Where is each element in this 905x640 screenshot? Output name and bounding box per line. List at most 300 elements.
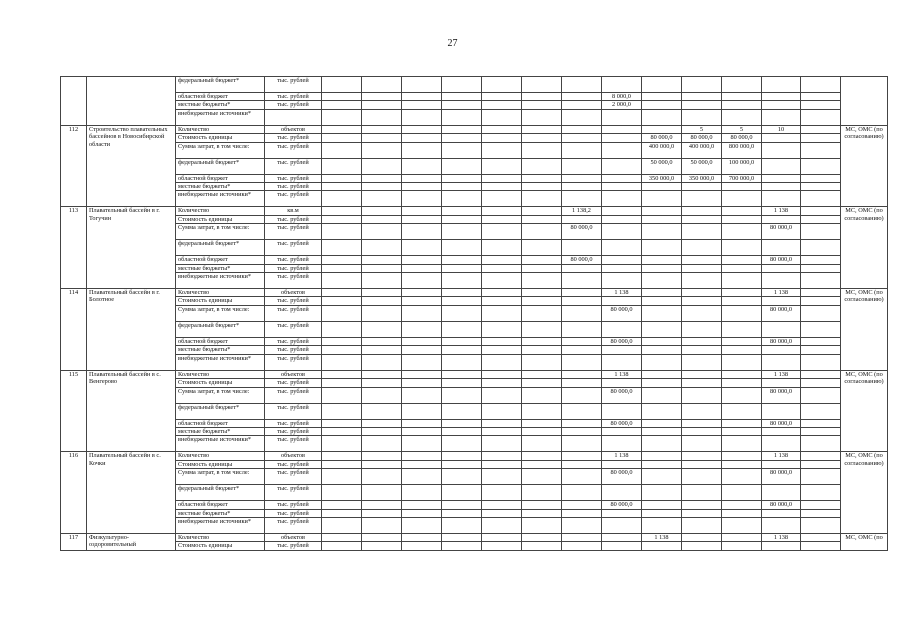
value-cell [722, 387, 762, 403]
unit-cell: тыс. рублей [265, 134, 322, 142]
value-cell: 80 000,0 [602, 337, 642, 345]
value-cell [482, 297, 522, 305]
value-cell [562, 134, 602, 142]
value-cell [402, 109, 442, 125]
value-cell [362, 174, 402, 182]
value-cell [402, 289, 442, 297]
value-cell [801, 379, 841, 387]
value-cell [722, 256, 762, 264]
table-row [61, 452, 888, 460]
value-cell [642, 403, 682, 419]
value-cell [322, 370, 362, 378]
value-cell: 80 000,0 [762, 337, 801, 345]
value-cell [482, 256, 522, 264]
value-cell [642, 93, 682, 101]
value-cell [322, 460, 362, 468]
value-cell [442, 191, 482, 207]
value-cell [322, 452, 362, 460]
value-cell [402, 134, 442, 142]
value-cell [682, 533, 722, 541]
table-row [61, 134, 888, 142]
value-cell [522, 289, 562, 297]
value-cell [522, 77, 562, 93]
value-cell [322, 77, 362, 93]
value-cell [762, 158, 801, 174]
value-cell [602, 264, 642, 272]
value-cell [722, 101, 762, 109]
unit-cell: тыс. рублей [265, 305, 322, 321]
value-cell: 80 000,0 [562, 224, 602, 240]
value-cell [482, 93, 522, 101]
table-row [61, 191, 888, 207]
value-cell [442, 542, 482, 550]
unit-cell: тыс. рублей [265, 215, 322, 223]
value-cell [801, 134, 841, 142]
value-cell [442, 403, 482, 419]
value-cell [362, 517, 402, 533]
unit-cell: тыс. рублей [265, 93, 322, 101]
indicator-cell: областной бюджет [176, 419, 265, 427]
value-cell [362, 93, 402, 101]
value-cell [682, 542, 722, 550]
value-cell [482, 485, 522, 501]
value-cell [602, 485, 642, 501]
value-cell [322, 240, 362, 256]
value-cell [562, 387, 602, 403]
value-cell [402, 469, 442, 485]
value-cell [801, 542, 841, 550]
value-cell [442, 297, 482, 305]
value-cell [682, 289, 722, 297]
value-cell [402, 501, 442, 509]
executor-cell: МС, ОМС (по согласованию) [841, 452, 888, 534]
value-cell: 1 138 [602, 289, 642, 297]
value-cell [522, 370, 562, 378]
indicator-cell: внебюджетные источники* [176, 517, 265, 533]
value-cell [482, 215, 522, 223]
value-cell [762, 427, 801, 435]
value-cell: 5 [722, 125, 762, 133]
value-cell [362, 427, 402, 435]
indicator-cell: внебюджетные источники* [176, 436, 265, 452]
value-cell: 1 138 [602, 370, 642, 378]
value-cell [722, 273, 762, 289]
value-cell [602, 427, 642, 435]
table-row [61, 337, 888, 345]
value-cell [602, 77, 642, 93]
value-cell [762, 191, 801, 207]
value-cell [522, 142, 562, 158]
indicator-cell: Количество [176, 370, 265, 378]
value-cell [801, 125, 841, 133]
value-cell: 80 000,0 [602, 387, 642, 403]
value-cell: 1 138 [642, 533, 682, 541]
value-cell [642, 436, 682, 452]
value-cell [642, 354, 682, 370]
value-cell [801, 321, 841, 337]
value-cell [722, 289, 762, 297]
value-cell [482, 460, 522, 468]
value-cell [362, 273, 402, 289]
unit-cell: тыс. рублей [265, 501, 322, 509]
value-cell [762, 379, 801, 387]
indicator-cell: Сумма затрат, в том числе: [176, 305, 265, 321]
event-name-cell: Физкультурно-оздоровительный [87, 533, 176, 550]
value-cell [562, 501, 602, 509]
value-cell [762, 403, 801, 419]
unit-cell: тыс. рублей [265, 379, 322, 387]
value-cell [442, 452, 482, 460]
value-cell [362, 215, 402, 223]
value-cell [362, 485, 402, 501]
table-row [61, 485, 888, 501]
table-row [61, 403, 888, 419]
table-row [61, 297, 888, 305]
unit-cell: тыс. рублей [265, 337, 322, 345]
value-cell [522, 297, 562, 305]
value-cell [402, 460, 442, 468]
value-cell [722, 517, 762, 533]
value-cell [362, 533, 402, 541]
value-cell [482, 452, 522, 460]
value-cell [322, 533, 362, 541]
value-cell [322, 191, 362, 207]
value-cell [642, 509, 682, 517]
value-cell [562, 452, 602, 460]
value-cell [602, 460, 642, 468]
value-cell [522, 517, 562, 533]
table-row [61, 305, 888, 321]
value-cell [602, 142, 642, 158]
indicator-cell: Сумма затрат, в том числе: [176, 387, 265, 403]
value-cell [442, 436, 482, 452]
value-cell [362, 191, 402, 207]
indicator-cell: Количество [176, 533, 265, 541]
table-row [61, 460, 888, 468]
executor-cell: МС, ОМС (по согласованию) [841, 370, 888, 452]
value-cell [682, 183, 722, 191]
value-cell [522, 542, 562, 550]
value-cell [522, 256, 562, 264]
value-cell [801, 436, 841, 452]
indicator-cell: Сумма затрат, в том числе: [176, 142, 265, 158]
indicator-cell: Стоимость единицы [176, 460, 265, 468]
value-cell [762, 460, 801, 468]
unit-cell: объектов [265, 452, 322, 460]
value-cell [322, 256, 362, 264]
table-row [61, 419, 888, 427]
value-cell [562, 109, 602, 125]
value-cell [562, 354, 602, 370]
value-cell [442, 354, 482, 370]
value-cell [362, 109, 402, 125]
value-cell [402, 370, 442, 378]
unit-cell [265, 109, 322, 125]
value-cell [602, 207, 642, 215]
value-cell [562, 436, 602, 452]
value-cell [482, 158, 522, 174]
value-cell [482, 346, 522, 354]
value-cell [482, 370, 522, 378]
value-cell [682, 354, 722, 370]
value-cell [402, 387, 442, 403]
value-cell [402, 207, 442, 215]
event-name-cell: Плавательный бассейн в г. Тогучин [87, 207, 176, 289]
indicator-cell: внебюджетные источники* [176, 273, 265, 289]
value-cell [522, 101, 562, 109]
value-cell [362, 183, 402, 191]
value-cell [801, 533, 841, 541]
value-cell [562, 517, 602, 533]
table-row [61, 264, 888, 272]
unit-cell: тыс. рублей [265, 346, 322, 354]
value-cell [762, 354, 801, 370]
value-cell [602, 517, 642, 533]
value-cell [402, 101, 442, 109]
value-cell [482, 224, 522, 240]
value-cell [682, 346, 722, 354]
indicator-cell: областной бюджет [176, 93, 265, 101]
value-cell [642, 191, 682, 207]
unit-cell: тыс. рублей [265, 224, 322, 240]
indicator-cell: местные бюджеты* [176, 264, 265, 272]
value-cell [482, 387, 522, 403]
value-cell [322, 297, 362, 305]
indicator-cell: внебюджетные источники* [176, 191, 265, 207]
indicator-cell: Стоимость единицы [176, 134, 265, 142]
value-cell [322, 101, 362, 109]
value-cell: 80 000,0 [762, 469, 801, 485]
value-cell [642, 460, 682, 468]
indicator-cell: федеральный бюджет* [176, 77, 265, 93]
value-cell [402, 297, 442, 305]
value-cell [322, 485, 362, 501]
value-cell [402, 419, 442, 427]
value-cell [801, 264, 841, 272]
value-cell [362, 305, 402, 321]
value-cell [442, 125, 482, 133]
value-cell [522, 436, 562, 452]
value-cell [322, 379, 362, 387]
value-cell [402, 436, 442, 452]
value-cell [762, 109, 801, 125]
value-cell [322, 134, 362, 142]
value-cell [642, 517, 682, 533]
value-cell [362, 264, 402, 272]
value-cell [362, 436, 402, 452]
value-cell [522, 109, 562, 125]
row-number-cell: 115 [61, 370, 87, 452]
value-cell [722, 509, 762, 517]
value-cell [602, 240, 642, 256]
value-cell [362, 379, 402, 387]
table-row [61, 379, 888, 387]
value-cell [562, 509, 602, 517]
value-cell [322, 125, 362, 133]
value-cell [642, 321, 682, 337]
value-cell [682, 321, 722, 337]
value-cell [602, 509, 642, 517]
value-cell [522, 485, 562, 501]
value-cell [801, 158, 841, 174]
value-cell [722, 224, 762, 240]
value-cell [442, 207, 482, 215]
value-cell [562, 533, 602, 541]
value-cell [322, 264, 362, 272]
unit-cell: тыс. рублей [265, 183, 322, 191]
table-row [61, 77, 888, 93]
unit-cell: тыс. рублей [265, 387, 322, 403]
unit-cell: тыс. рублей [265, 460, 322, 468]
value-cell [362, 125, 402, 133]
unit-cell: тыс. рублей [265, 517, 322, 533]
value-cell [402, 125, 442, 133]
table-row [61, 93, 888, 101]
value-cell [362, 207, 402, 215]
value-cell [322, 158, 362, 174]
indicator-cell: местные бюджеты* [176, 346, 265, 354]
value-cell [522, 224, 562, 240]
value-cell [522, 379, 562, 387]
value-cell [442, 337, 482, 345]
value-cell [362, 224, 402, 240]
value-cell [362, 501, 402, 509]
value-cell [402, 93, 442, 101]
value-cell [801, 273, 841, 289]
value-cell [522, 174, 562, 182]
value-cell [402, 321, 442, 337]
unit-cell: тыс. рублей [265, 485, 322, 501]
value-cell: 10 [762, 125, 801, 133]
value-cell [362, 142, 402, 158]
value-cell [722, 264, 762, 272]
value-cell [682, 379, 722, 387]
event-name-cell: Плавательный бассейн в г. Болотное [87, 289, 176, 371]
indicator-cell: федеральный бюджет* [176, 158, 265, 174]
value-cell [602, 183, 642, 191]
unit-cell: тыс. рублей [265, 256, 322, 264]
indicator-cell: Стоимость единицы [176, 297, 265, 305]
value-cell [442, 101, 482, 109]
value-cell [642, 346, 682, 354]
value-cell [642, 337, 682, 345]
row-number-cell: 112 [61, 125, 87, 207]
value-cell [562, 93, 602, 101]
value-cell [762, 134, 801, 142]
value-cell [801, 485, 841, 501]
event-name-cell: Строительство плавательных бассейнов в Новосибирской области [87, 125, 176, 207]
value-cell [762, 273, 801, 289]
value-cell [442, 134, 482, 142]
value-cell [722, 183, 762, 191]
value-cell [801, 191, 841, 207]
value-cell [322, 509, 362, 517]
value-cell [642, 427, 682, 435]
value-cell [522, 452, 562, 460]
value-cell [801, 207, 841, 215]
unit-cell: тыс. рублей [265, 77, 322, 93]
value-cell [722, 77, 762, 93]
executor-cell: МС, ОМС (по согласованию) [841, 207, 888, 289]
value-cell: 400 000,0 [682, 142, 722, 158]
value-cell [362, 158, 402, 174]
value-cell [602, 273, 642, 289]
value-cell [722, 93, 762, 101]
value-cell [801, 387, 841, 403]
unit-cell: тыс. рублей [265, 264, 322, 272]
value-cell [362, 469, 402, 485]
value-cell [562, 305, 602, 321]
value-cell [402, 256, 442, 264]
value-cell [562, 370, 602, 378]
unit-cell: тыс. рублей [265, 427, 322, 435]
value-cell [801, 517, 841, 533]
value-cell [362, 403, 402, 419]
value-cell [562, 264, 602, 272]
value-cell [442, 224, 482, 240]
value-cell [642, 264, 682, 272]
value-cell [801, 403, 841, 419]
unit-cell: объектов [265, 533, 322, 541]
value-cell [402, 158, 442, 174]
value-cell [482, 501, 522, 509]
value-cell [362, 419, 402, 427]
value-cell [362, 370, 402, 378]
value-cell [762, 485, 801, 501]
value-cell [522, 346, 562, 354]
unit-cell: тыс. рублей [265, 436, 322, 452]
value-cell [642, 379, 682, 387]
value-cell [442, 485, 482, 501]
value-cell [362, 337, 402, 345]
table-row [61, 542, 888, 550]
value-cell [562, 191, 602, 207]
value-cell [322, 354, 362, 370]
unit-cell: тыс. рублей [265, 174, 322, 182]
value-cell [442, 264, 482, 272]
table-row [61, 142, 888, 158]
value-cell [562, 379, 602, 387]
value-cell [682, 215, 722, 223]
value-cell [642, 101, 682, 109]
value-cell [682, 517, 722, 533]
value-cell [642, 387, 682, 403]
unit-cell: тыс. рублей [265, 419, 322, 427]
table-row [61, 101, 888, 109]
value-cell [402, 142, 442, 158]
indicator-cell: областной бюджет [176, 501, 265, 509]
value-cell [801, 370, 841, 378]
value-cell [722, 460, 762, 468]
value-cell [522, 419, 562, 427]
value-cell [682, 337, 722, 345]
value-cell [562, 142, 602, 158]
value-cell [682, 501, 722, 509]
value-cell [562, 289, 602, 297]
value-cell [322, 109, 362, 125]
value-cell [801, 109, 841, 125]
value-cell [482, 134, 522, 142]
value-cell: 80 000,0 [762, 256, 801, 264]
value-cell [522, 158, 562, 174]
value-cell [482, 191, 522, 207]
table-row [61, 125, 888, 133]
value-cell [602, 158, 642, 174]
indicator-cell: федеральный бюджет* [176, 403, 265, 419]
value-cell [801, 142, 841, 158]
value-cell: 8 000,0 [602, 93, 642, 101]
value-cell [642, 224, 682, 240]
